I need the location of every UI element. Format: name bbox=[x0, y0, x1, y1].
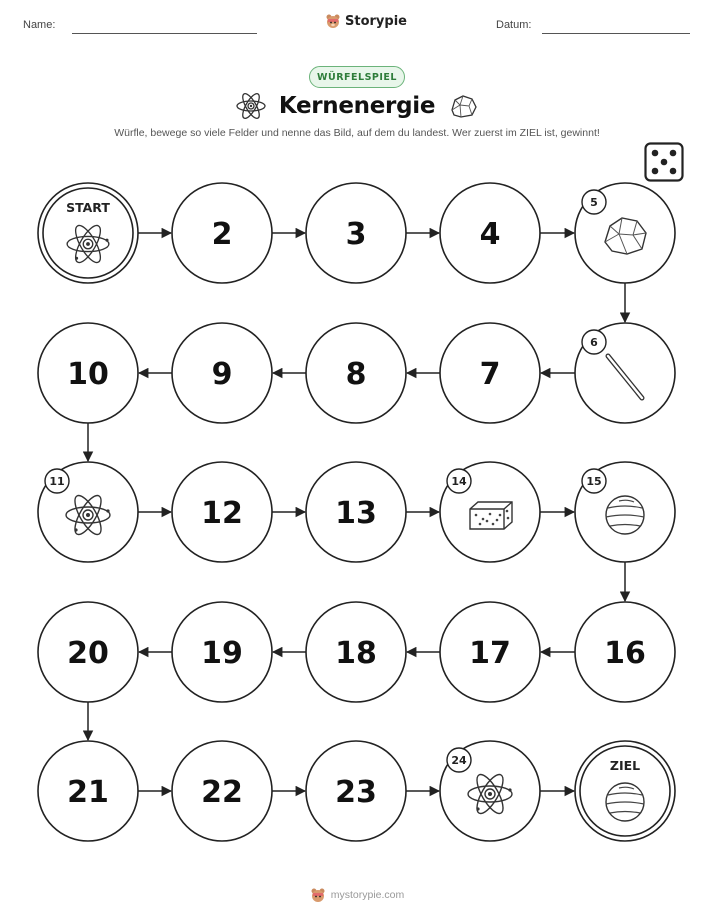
board-space-5[interactable] bbox=[575, 183, 675, 283]
space-number: 18 bbox=[335, 636, 377, 671]
board-space-6[interactable] bbox=[575, 323, 675, 423]
space-circle bbox=[38, 183, 138, 283]
board-space-10[interactable] bbox=[38, 323, 138, 423]
space-number: 3 bbox=[345, 217, 367, 252]
board-space-12[interactable] bbox=[172, 462, 272, 562]
page-title: Kernenergie bbox=[278, 93, 436, 119]
board-space-2[interactable] bbox=[172, 183, 272, 283]
sphere-icon bbox=[606, 496, 644, 534]
space-number: 13 bbox=[335, 496, 377, 531]
space-number: 4 bbox=[479, 217, 501, 252]
board-space-4[interactable] bbox=[440, 183, 540, 283]
board-space-18[interactable] bbox=[306, 602, 406, 702]
space-number: 15 bbox=[586, 475, 602, 488]
board-space-11[interactable] bbox=[38, 462, 138, 562]
board-space-7[interactable] bbox=[440, 323, 540, 423]
game-type-badge: WÜRFELSPIEL bbox=[309, 66, 405, 88]
board-space-19[interactable] bbox=[172, 602, 272, 702]
space-number: 14 bbox=[451, 475, 467, 488]
board-space-1[interactable] bbox=[38, 183, 138, 283]
space-number: 17 bbox=[469, 636, 511, 671]
board-space-14[interactable] bbox=[440, 462, 540, 562]
board-space-15[interactable] bbox=[575, 462, 675, 562]
space-number: 21 bbox=[67, 775, 109, 810]
board-space-17[interactable] bbox=[440, 602, 540, 702]
space-number: 23 bbox=[335, 775, 377, 810]
sphere-icon bbox=[606, 783, 644, 821]
board-space-22[interactable] bbox=[172, 741, 272, 841]
name-label: Name: bbox=[23, 19, 56, 31]
board-space-13[interactable] bbox=[306, 462, 406, 562]
footer bbox=[0, 887, 714, 903]
finish-label: ZIEL bbox=[609, 758, 641, 773]
space-number: 16 bbox=[604, 636, 646, 671]
board-space-24[interactable] bbox=[440, 741, 540, 841]
board-space-8[interactable] bbox=[306, 323, 406, 423]
board-space-21[interactable] bbox=[38, 741, 138, 841]
storypie-bear-icon bbox=[310, 887, 326, 903]
space-number: 10 bbox=[67, 357, 109, 392]
space-number: 6 bbox=[590, 336, 598, 349]
board-spaces bbox=[38, 183, 675, 841]
space-number: 24 bbox=[451, 754, 467, 767]
footer-url[interactable]: mystorypie.com bbox=[330, 889, 405, 901]
board-space-3[interactable] bbox=[306, 183, 406, 283]
start-label: START bbox=[66, 200, 110, 215]
sponge-block-icon bbox=[470, 502, 512, 529]
space-number: 7 bbox=[479, 357, 501, 392]
space-number: 11 bbox=[49, 475, 65, 488]
brand-name: Storypie bbox=[345, 13, 407, 29]
space-number: 9 bbox=[211, 357, 233, 392]
board-space-23[interactable] bbox=[306, 741, 406, 841]
board-space-25[interactable] bbox=[575, 741, 675, 841]
space-number: 8 bbox=[345, 357, 367, 392]
space-number: 22 bbox=[201, 775, 243, 810]
board-space-9[interactable] bbox=[172, 323, 272, 423]
instructions: Würfle, bewege so viele Felder und nenne das Bild, auf dem du landest. Wer zuerst im ZIEL ist, gewinnt! bbox=[114, 127, 600, 139]
date-label: Datum: bbox=[496, 19, 532, 31]
space-number: 12 bbox=[201, 496, 243, 531]
space-number: 2 bbox=[211, 217, 233, 252]
space-number: 19 bbox=[201, 636, 243, 671]
board-space-20[interactable] bbox=[38, 602, 138, 702]
space-number: 5 bbox=[590, 196, 598, 209]
space-number: 20 bbox=[67, 636, 109, 671]
board-space-16[interactable] bbox=[575, 602, 675, 702]
